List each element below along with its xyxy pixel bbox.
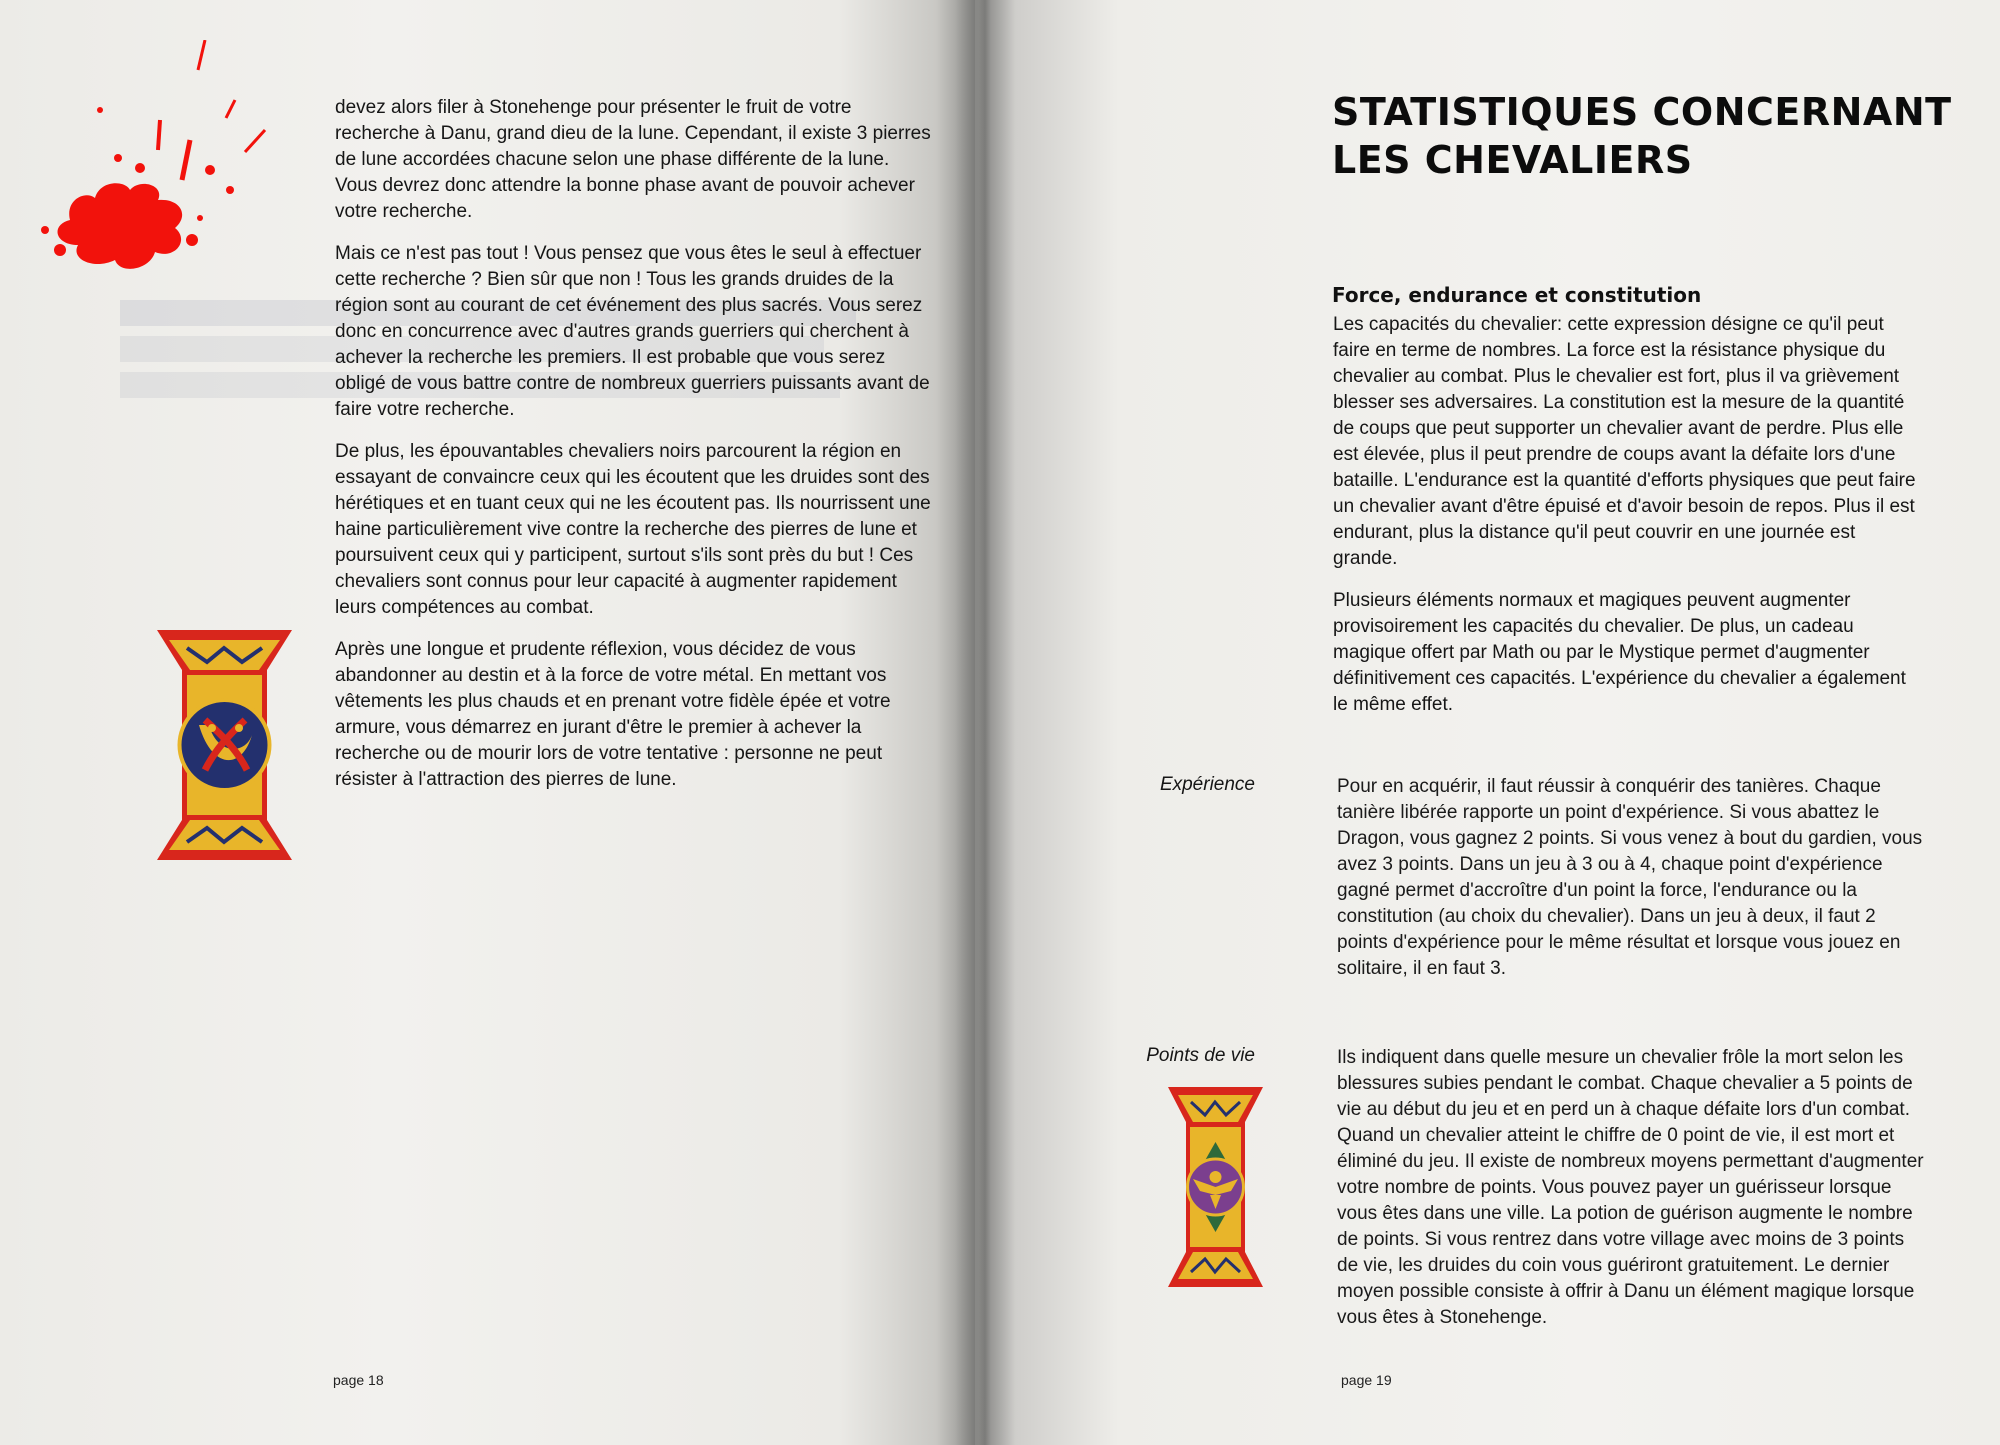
section-heading: Force, endurance et constitution [1332,283,1702,307]
left-paragraph-2: Mais ce n'est pas tout ! Vous pensez que vous êtes le seul à effectuer cette recherche ? Bien sûr que non ! Tous les grands druides de la région sont au courant de cet événement des plus sacrés. Vous serez donc en concurrence avec d'autres grands guerriers qui cherchent à achever la recherche les premiers. Il est probable que vous serez obligé de vous battre contre de nombreux guerriers puissants avant de faire votre recherche. [335,243,930,420]
experience-text: Pour en acquérir, il faut réussir à conquérir des tanières. Chaque tanière libérée rapporte un point d'expérience. Si vous abattez le Dragon, vous gagnez 2 points. Si vous venez à bout du gardien, vous avez 3 points. Dans un jeu à 3 ou à 4, chaque point d'expérience gagné permet d'accroître d'un point la force, l'endurance ou la constitution (au choix du chevalier). Dans un jeu à deux, il faut 2 points d'expérience pour le même résultat et lorsque vous jouez en solitaire, il en faut 3. [1337,776,1923,979]
blood-splatter-icon [40,40,270,280]
left-page [0,0,975,1445]
left-paragraph-1: devez alors filer à Stonehenge pour présenter le fruit de votre recherche à Danu, grand dieu de la lune. Cependant, il existe 3 pierres de lune accordées chacune selon une phase différente de la lune. Vous devrez donc attendre la bonne phase avant de pouvoir achever votre recherche. [335,97,931,222]
left-paragraph-4: Après une longue et prudente réflexion, vous décidez de vous abandonner au destin et à la force de votre métal. En mettant vos vêtements les plus chauds et en prenant votre fidèle épée et votre armure, vous démarrez en jurant d'être le premier à achever la recherche ou de mourir lors de votre tentative : personne ne peut résister à l'attraction des pierres de lune. [335,639,891,790]
points-de-vie-label: Points de vie [1146,1045,1255,1066]
left-paragraph-3: De plus, les épouvantables chevaliers noirs parcourent la région en essayant de convaincre ceux qui les écoutent que les druides sont des hérétiques et en tuant ceux qui ne les écoutent pas. Ils nourrissent une haine particulièrement vive contre la recherche des pierres de lune et poursuivent ceux qui y participent, surtout s'ils sont près du but ! Ces chevaliers sont connus pour leur capacité à augmenter rapidement leurs compétences au combat. [335,441,931,618]
right-body-text [1333,312,1923,734]
left-body-text [335,95,935,809]
right-paragraph-2: Plusieurs éléments normaux et magiques peuvent augmenter provisoirement les capacités du chevalier. De plus, un cadeau magique offert par Math ou par le Mystique permet d'augmenter définitivement ces capacités. L'expérience du chevalier a également le même effet. [1333,590,1906,715]
right-paragraph-1: Les capacités du chevalier: cette expression désigne ce qu'il peut faire en terme de nombres. La force est la résistance physique du chevalier au combat. Plus le chevalier est fort, plus il va grièvement blesser ses adversaires. La constitution est la mesure de la quantité de coups que peut supporter un chevalier avant de perdre. Plus elle est élevée, plus il peut prendre de coups avant la défaite lors d'une bataille. L'endurance est la quantité d'efforts physiques que peut faire un chevalier avant d'être épuisé et d'avoir besoin de repos. Plus il est endurant, plus la distance qu'il peut couvrir en une journée est grande. [1333,314,1916,569]
points-de-vie-text: Ils indiquent dans quelle mesure un chevalier frôle la mort selon les blessures subies pendant le combat. Chaque chevalier a 5 points de vie au début du jeu et en perd un à chaque défaite lors d'un combat. Quand un chevalier atteint le chiffre de 0 point de vie, il est mort et éliminé du jeu. Il existe de nombreux moyens permettant d'augmenter votre nombre de points. Vous pouvez payer un guérisseur lorsque vous êtes dans une ville. La potion de guérison augmente le nombre de points. Si vous rentrez dans votre village avec moins de 3 points de vie, les druides du coin vous guériront gratuitement. Le dernier moyen possible consiste à offrir à Danu un élément magique lorsque vous êtes à Stonehenge. [1337,1047,1924,1328]
page-title: STATISTIQUES CONCERNANT LES CHEVALIERS [1332,90,1952,182]
experience-label: Expérience [1159,774,1255,795]
page-number-left: page 18 [333,1372,384,1388]
celtic-eagle-ornament-icon [1163,1087,1268,1287]
celtic-moon-birds-ornament-icon [147,630,302,860]
page-number-right: page 19 [1341,1372,1392,1388]
book-gutter [955,0,1015,1445]
